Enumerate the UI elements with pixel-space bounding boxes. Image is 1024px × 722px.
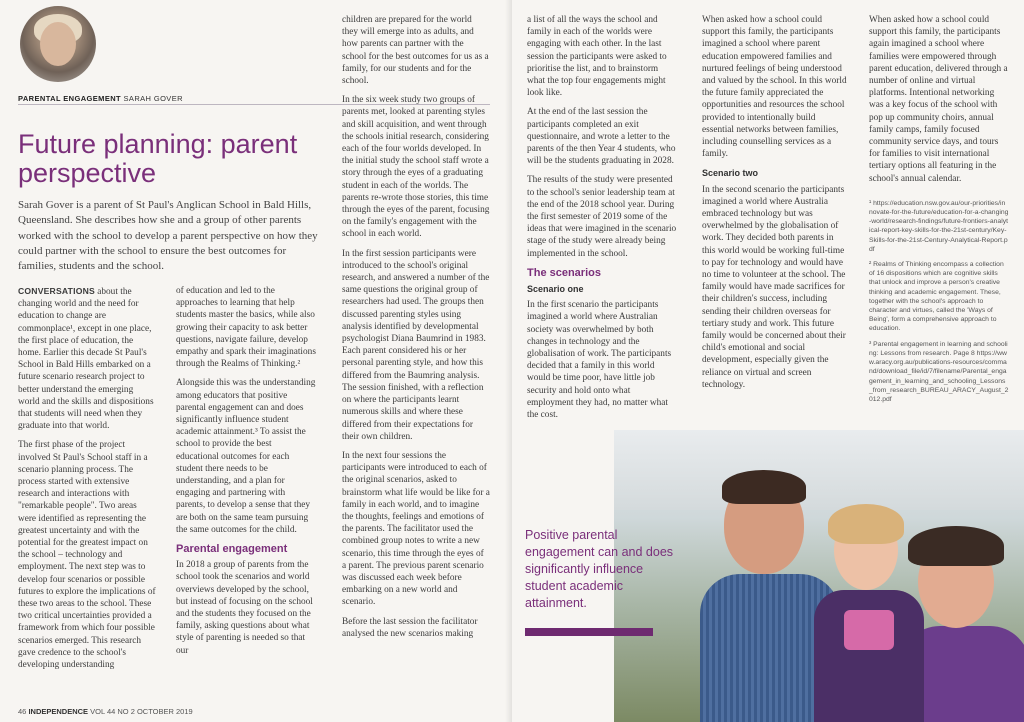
col4-paragraph-4: In the first scenario the participants imagined a world where Australian society was overwhelmed by both changes in technology and the globalisation of work. The participants decided that a family in this world would be time poor, have little job security and hold onto what employment they had, no matter what the cost. bbox=[527, 300, 672, 421]
col5-paragraph-2: In the second scenario the participants imagined a world where Australia embraced technology but was overwhelmed by the globalisation of work. They decided both parents in this world would be working full-time to pay for technology and would have no time to volunteer at the school. The family would have made sacrifices for their children's success, including sending their children overseas for tertiary study and work. This future family would be concerned about their child's emotional and social development, especially given the reliance on virtual and screen technology. bbox=[702, 184, 846, 390]
col1-paragraph-2: The first phase of the project involved St Paul's School staff in a scenario planning process. The process started with extensive research and interactions with "remarkable people". Two areas were identified as representing the greatest uncertainty and with the potential for the greatest impact on the school – technology and employment. The next step was to develop four scenarios or possible futures to explore the implications of these two areas to the school. These two critical uncertainties provided a framework from which four possible scenarios emerged. This research gave credence to the school's developing understanding bbox=[18, 440, 156, 671]
family-photo bbox=[614, 430, 1024, 722]
byline bbox=[18, 94, 183, 103]
col2-paragraph-1: of education and led to the approaches to learning that help students master the basics, while also growing their capacity to ask better questions, navigate failure, develop empathy and spark their imaginations through the Realms of Thinking.² bbox=[176, 286, 316, 370]
footer-left bbox=[18, 707, 193, 716]
column-5 bbox=[702, 14, 847, 398]
page-number-left: 46 bbox=[18, 707, 27, 716]
pull-quote: Positive parental engagement can and does significantly influence student academic attainment. bbox=[525, 528, 674, 610]
footnote-1: ¹ https://education.nsw.gov.au/our-priorities/innovate-for-the-future/education-for-a-changing-world/research-findings/future-frontiers-analytical-report-key-skills-for-the-21st-century/Key-Skills-for-the-21st-Century-Analytical-Report.pdf bbox=[869, 199, 1009, 253]
col4-paragraph-2: At the end of the last session the participants completed an exit questionnaire, and wrote a letter to the parents of the then Year 4 students, who will be the students graduating in 2028. bbox=[527, 107, 676, 167]
footnote-2: ² Realms of Thinking encompass a collection of 16 dispositions which are cognitive skills that unlock and improve a person's creative thinking and academic engagement. These, together with the school's approach to character and virtues, called the 'Ways of Being', form a comprehensive approach to education. bbox=[869, 261, 1004, 333]
photo-girl bbox=[814, 510, 924, 722]
article-title: Future planning: parent perspective bbox=[18, 129, 298, 188]
column-3 bbox=[342, 14, 490, 647]
author-photo bbox=[20, 6, 96, 82]
column-6 bbox=[869, 14, 1009, 410]
col6-paragraph-1: When asked how a school could support this family, the participants again imagined a school where families were empowered through parent education, delivered through a number of online and virtual platforms. Intentional networking was a key focus of the school with pop up community choirs, annual family camps, family focused community service days, and tours for families to visit international tertiary options all featuring in the school's annual calendar. bbox=[869, 15, 1008, 184]
footnotes bbox=[869, 199, 1009, 404]
photo-man bbox=[714, 470, 824, 722]
col2-paragraph-3: In 2018 a group of parents from the school took the scenarios and world overviews developed by the school, but instead of focusing on the school and the students they focused on the family, asking questions about what style of parenting is needed so that our bbox=[176, 560, 313, 656]
col3-paragraph-1: children are prepared for the world they will emerge into as adults, and how parents can partner with the school for the best outcomes for us as a family, for our students and for the school. bbox=[342, 15, 489, 87]
col3-paragraph-3: In the first session participants were introduced to the school's original research, and answered a number of the same questions the original group of researchers had used. The groups then discussed parenting styles using analysis identified by developmental psychologist Diana Baumrind in 1983. Each parent considered his or her personal parenting style, and how this differed from the Baumring analysis. The session finished, with a reflection on where the participants learnt numerous skills and where these differed from their expectations for their own children. bbox=[342, 248, 490, 442]
pull-quote-bar bbox=[525, 628, 653, 636]
col3-paragraph-2: In the six week study two groups of parents met, looked at parenting styles and skill acquisition, and went through the schools initial research, considering each of the four worlds developed. In the initial study the school staff wrote a story through the eyes of a graduating student in each of the worlds. The parents re-wrote those stories, this time through the eyes of the parent, focusing on the family's engagement with the school in each world. bbox=[342, 95, 490, 240]
column-4 bbox=[527, 14, 677, 428]
byline-section: PARENTAL ENGAGEMENT bbox=[18, 94, 122, 103]
heading-parental-engagement: Parental engagement bbox=[176, 543, 288, 556]
col4-paragraph-1: a list of all the ways the school and family in each of the worlds were engaging with each other. In the last session the participants were asked to prioritise the list, and to brainstorm what the top four engagements might look like. bbox=[527, 15, 667, 99]
column-2 bbox=[176, 285, 316, 664]
col3-paragraph-5: Before the last session the facilitator analysed the new scenarios making bbox=[342, 616, 478, 639]
col3-paragraph-4: In the next four sessions the participants were introduced to each of the original scenarios, asked to brainstorm what life would be like for a family in each world, and to imagine the thoughts, feelings and emotions of the parents. The facilitator used the combined group notes to write a new scenario, this time through the eyes of a parent. The previous parent scenario was discussed each week before embarking on a new world and scenario. bbox=[342, 450, 490, 608]
subheading-scenario-one: Scenario one bbox=[527, 284, 584, 295]
issue-left: VOL 44 NO 2 OCTOBER 2019 bbox=[90, 707, 193, 716]
column-1 bbox=[18, 285, 156, 678]
footnote-3: ³ Parental engagement in learning and schooling: Lessons from research. Page 8 https://www.aracy.org.au/publications-resources/command/download_file/id/7/filename/Parental_engagement_in_learning_and_schooling_Lessons_from_research_BUREAU_ARACY_August_2012.pdf bbox=[869, 340, 1009, 403]
col1-paragraph-1: CONVERSATIONS about the changing world and the need for education to change are commonplace¹, except in one place, the first place of education, the home. Earlier this decade St Paul's School in Bald Hills embarked on a future scenario research project to better understand the emerging world and the skills and dispositions that students will need when they graduate into that world. bbox=[18, 286, 154, 432]
heading-scenarios: The scenarios bbox=[527, 266, 601, 279]
col4-paragraph-3: The results of the study were presented to the school's senior leadership team at the end of the 2018 school year. During the first semester of 2019 some of the ideas that were imagined in the scenario stage of the study were already being implemented in the school. bbox=[527, 175, 677, 259]
subheading-scenario-two: Scenario two bbox=[702, 168, 759, 179]
byline-author: SARAH GOVER bbox=[123, 94, 183, 103]
article-intro: Sarah Gover is a parent of St Paul's Anglican School in Bald Hills, Queensland. She describes how she and a group of other parents worked with the school to develop a parent perspective on how they could partner with the school to ensure the best outcomes for families, students and the school. bbox=[18, 199, 318, 273]
col5-paragraph-1: When asked how a school could support this family, the participants imagined a school where parent education empowered families and nurtured feelings of being understood and valued by the school. In this world the future family appreciated the opportunities and resources the school provided to intentionally build essential networks between families, including counselling services as a family. bbox=[702, 15, 847, 160]
col2-paragraph-2: Alongside this was the understanding among educators that positive parental engagement can and does significantly influence student academic attainment.³ To assist the school to provide the best educational outcomes for each student there needs to be understanding, and a plan for engaging and partnering with parents, to develop a sense that they are both on the same team pursuing the same outcomes for the child. bbox=[176, 378, 316, 535]
magazine-name-left: INDEPENDENCE bbox=[28, 707, 89, 716]
lead-word: CONVERSATIONS bbox=[18, 286, 95, 296]
